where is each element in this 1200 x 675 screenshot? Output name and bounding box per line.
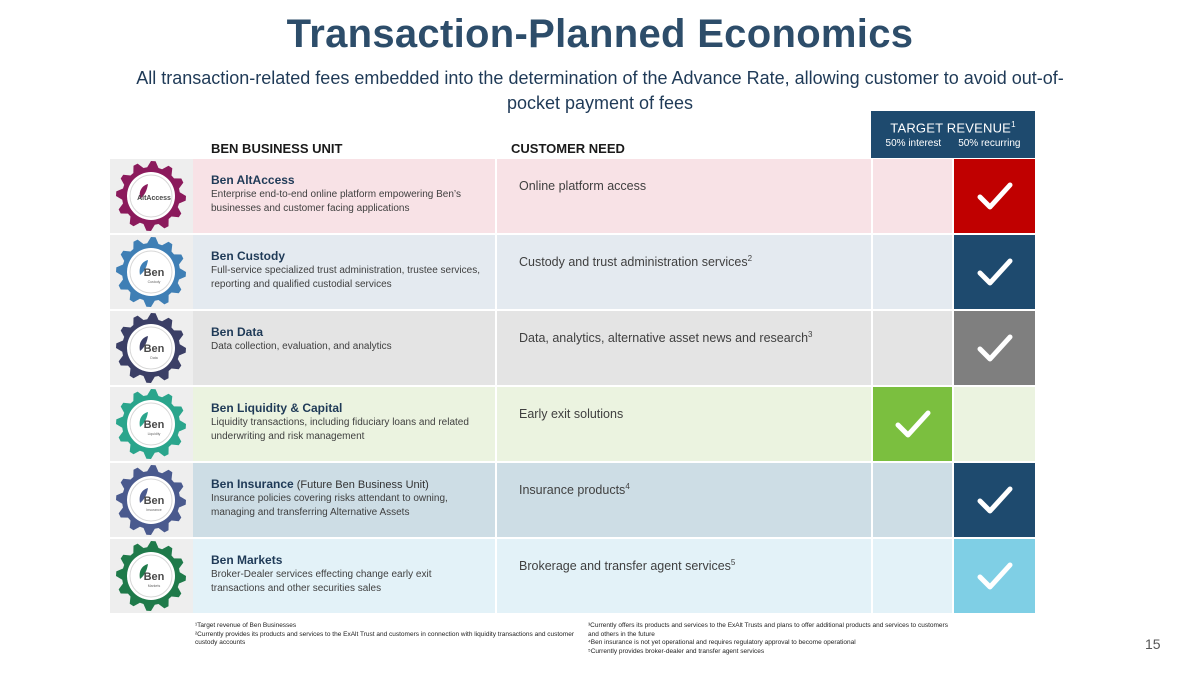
interest-cell [873,235,952,309]
customer-need-text: Insurance products$^4$ [519,482,630,498]
customer-need-text: Early exit solutions [519,407,624,422]
customer-need-text: Brokerage and transfer agent services$^5$ [519,558,736,574]
checkmark-icon [975,255,1015,289]
table-row [193,159,1035,233]
recurring-cell [954,387,1035,461]
unit-name: Ben Markets [211,553,283,567]
unit-name: Ben AltAccess [211,173,295,187]
business-unit-cell [193,311,495,385]
footnotes-right [588,622,948,656]
recurring-cell [954,463,1035,537]
footnote: ⁵Currently provides broker-dealer and transfer agent services [588,647,765,655]
interest-cell [873,159,952,233]
footnote: ¹Target revenue of Ben Businesses [195,622,297,629]
business-unit-cell [193,387,495,461]
page-title: Transaction-Planned Economics [286,12,914,56]
interest-cell [873,463,952,537]
table-row [193,387,1035,461]
customer-need-text: Online platform access [519,179,647,194]
recurring-cell [954,159,1035,233]
page-subtitle: All transaction-related fees embedded into the determination of the Advance Rate, allowing customer to avoid out-of-pocket payment of fees [136,68,1064,113]
gear-logo-text: Ben [143,343,165,355]
unit-description: Full-service specialized trust administration, trustee services, reporting and qualified custodial services [211,265,480,290]
table-row [193,235,1035,309]
checkmark-icon [975,559,1015,593]
insurance-gear-icon [114,463,188,537]
unit-name: Ben Insurance (Future Ben Business Unit) [211,477,429,491]
markets-gear-icon [114,539,188,613]
footnote: ³Currently offers its products and services to the ExAlt Trusts and plans to offer additional products and services to customers and others in the future [588,622,948,638]
unit-name: Ben Data [211,325,264,339]
unit-description: Insurance policies covering risks attendant to owning, managing and transferring Alternative Assets [211,493,448,518]
interest-cell [873,539,952,613]
footnote: ²Currently provides its products and services to the ExAlt Trust and customers in connection with liquidity transactions and customer custody accounts [195,630,574,646]
checkmark-icon [893,407,933,441]
recurring-label: 50% recurring [958,138,1021,150]
footnotes-left [195,622,575,648]
business-unit-header: BEN BUSINESS UNIT [211,141,343,156]
gear-caption: Liquidity [147,432,161,436]
customer-need-cell [497,235,871,309]
table-row [193,311,1035,385]
customer-need-text: Custody and trust administration services$^2$ [519,254,753,270]
custody-gear-icon [114,235,188,309]
unit-description: Liquidity transactions, including fiduciary loans and related underwriting and risk management [211,417,469,442]
target-revenue-header [871,111,1035,158]
gear-logo-text: Ben [143,571,165,583]
gear-logo-text: Ben [143,495,165,507]
table-row [193,463,1035,537]
unit-description: Enterprise end-to-end online platform empowering Ben’s businesses and customer facing applications [211,189,461,214]
gear-caption: Insurance [146,508,162,512]
gear-logo-text: Ben [143,419,165,431]
unit-description: Broker-Dealer services effecting change early exit transactions and other securities sales [211,569,432,594]
business-unit-cell [193,463,495,537]
business-unit-cell [193,539,495,613]
customer-need-text: Data, analytics, alternative asset news and research$^3$ [519,330,813,346]
customer-need-cell [497,311,871,385]
gear-logo-text: AltAccess [137,195,171,202]
business-unit-cell [193,235,495,309]
unit-name: Ben Custody [211,249,286,263]
interest-label: 50% interest [885,138,942,150]
checkmark-icon [975,483,1015,517]
recurring-cell [954,235,1035,309]
target-revenue-title: TARGET REVENUE$^1$ [890,120,1016,136]
customer-need-cell [497,539,871,613]
customer-need-cell [497,387,871,461]
gear-logo-text: Ben [143,267,165,279]
gear-caption: Custody [147,280,161,284]
business-unit-cell [193,159,495,233]
altaccess-gear-icon [114,159,188,233]
interest-cell [873,311,952,385]
customer-need-header: CUSTOMER NEED [511,141,625,156]
data-gear-icon [114,311,188,385]
interest-cell [873,387,952,461]
footnote: ⁴Ben insurance is not yet operational and requires regulatory approval to become operational [588,639,856,646]
table-row [193,539,1035,613]
unit-description: Data collection, evaluation, and analytics [211,341,392,352]
customer-need-cell [497,463,871,537]
page-number: 15 [1145,636,1161,652]
recurring-cell [954,539,1035,613]
checkmark-icon [975,331,1015,365]
unit-name: Ben Liquidity & Capital [211,401,343,415]
customer-need-cell [497,159,871,233]
gear-caption: Markets [147,584,161,588]
checkmark-icon [975,179,1015,213]
recurring-cell [954,311,1035,385]
liquidity-gear-icon [114,387,188,461]
gear-caption: Data [150,356,158,360]
